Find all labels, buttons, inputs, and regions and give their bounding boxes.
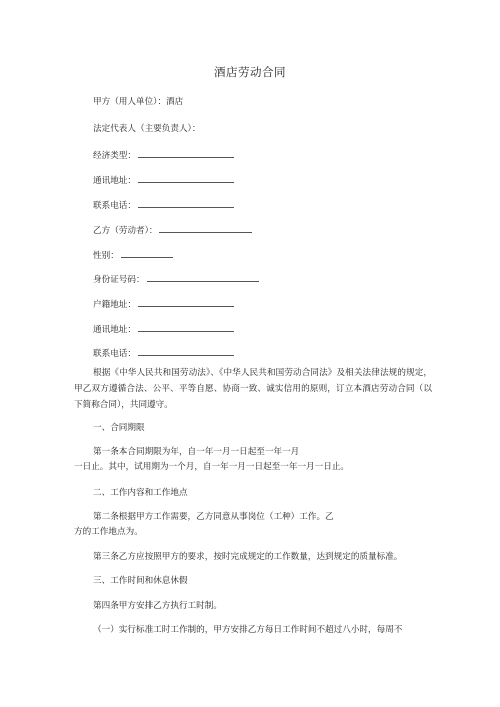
gender-line	[93, 248, 173, 262]
party-a-label: 甲方（用人单位）：酒店	[93, 97, 184, 107]
address-b-blank	[138, 322, 234, 332]
household-addr-blank	[138, 297, 234, 307]
section-2-heading: 二、工作内容和工作地点	[93, 488, 188, 498]
household-addr-line	[93, 297, 234, 311]
household-addr-label: 户籍地址：	[93, 300, 136, 310]
article-2-line-1: 第二条根据甲方工作需要，乙方同意从事岗位（工种）工作。乙	[93, 512, 334, 522]
phone-a-label: 联系电话：	[93, 201, 136, 211]
phone-a-blank	[138, 198, 234, 208]
section-1-heading: 一、合同期限	[93, 423, 145, 433]
legal-rep-label: 法定代表人（主要负责人）：	[93, 124, 201, 134]
party-b-label: 乙方（劳动者）：	[93, 226, 158, 236]
econ-type-label: 经济类型：	[93, 151, 136, 161]
address-a-label: 通讯地址：	[93, 176, 136, 186]
address-b-label: 通讯地址：	[93, 325, 136, 335]
phone-a-line	[93, 198, 234, 212]
address-a-line	[93, 173, 234, 187]
section-3-heading: 三、工作时间和休息休假	[93, 576, 188, 586]
article-4: 第四条甲方安排乙方执行工时制。	[93, 601, 222, 611]
phone-b-label: 联系电话：	[93, 349, 136, 359]
article-3: 第三条乙方应按照甲方的要求，按时完成规定的工作数量，达到规定的质量标准。	[93, 552, 403, 562]
article-1-line-2: 一日止。其中，试用期为一个月，自一年一月一日起至一年一月一日止。	[74, 462, 350, 472]
document-title: 酒店劳动合同	[214, 65, 286, 79]
address-a-blank	[138, 173, 234, 183]
preamble-paragraph: 根据《中华人民共和国劳动法》、《中华人民共和国劳动合同法》及相关法律法规的规定，甲乙双方遵循合法、公平、平等自愿、协商一致、诚实信用的原则，订立本酒店劳动合同（以下简称合同），共同遵守。	[74, 368, 432, 410]
article-4-item-1: （一）实行标准工时工作制的，甲方安排乙方每日工作时间不超过八小时，每周不	[93, 625, 403, 635]
econ-type-line	[93, 148, 234, 162]
id-no-label: 身份证号码：	[93, 275, 145, 285]
econ-type-blank	[138, 148, 234, 158]
party-b-blank	[159, 223, 252, 233]
phone-b-blank	[138, 346, 234, 356]
party-b-line	[93, 223, 252, 237]
party-a-line	[93, 96, 183, 108]
legal-rep-line	[93, 123, 200, 135]
id-no-line	[93, 272, 259, 286]
article-2-line-2: 方的工作地点为。	[74, 527, 143, 537]
phone-b-line	[93, 346, 234, 360]
address-b-line	[93, 322, 234, 336]
gender-blank	[121, 248, 173, 258]
id-no-blank	[147, 272, 259, 282]
article-1-line-1: 第一条本合同期限为年，自一年一月一日起至一年一月	[93, 447, 300, 457]
gender-label: 性别：	[93, 251, 119, 261]
